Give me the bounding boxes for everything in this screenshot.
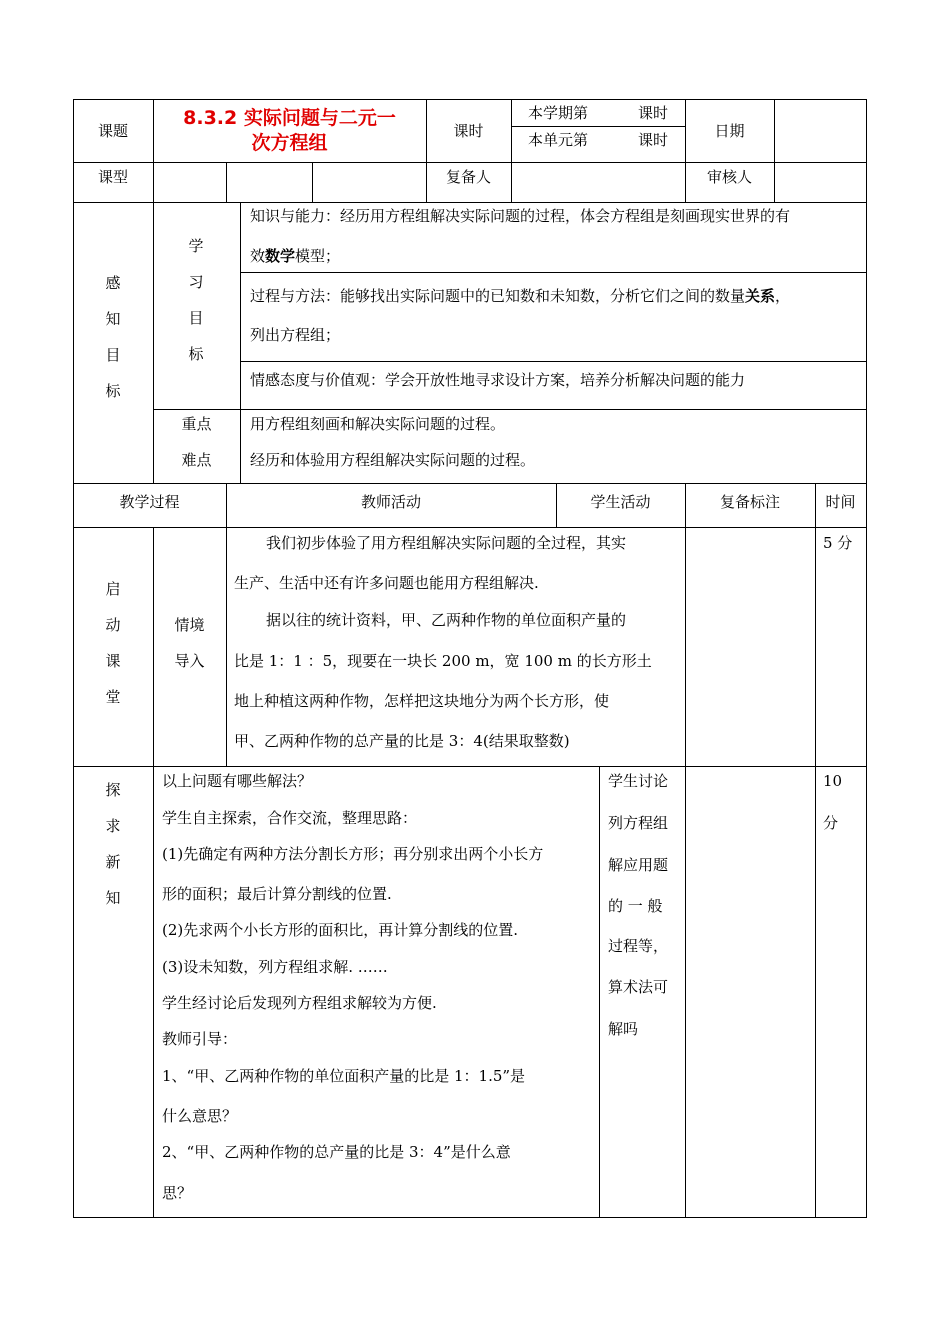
paragraph-line: 生产、生活中还有许多问题也能用方程组解决. xyxy=(234,574,539,592)
paragraph-line: 我们初步体验了用方程组解决实际问题的全过程，其实 xyxy=(266,534,627,552)
paragraph-line: 1、“甲、乙两种作物的单位面积产量的比是 1：1.5”是 xyxy=(162,1067,526,1085)
student-line: 解吗 xyxy=(608,1020,639,1038)
student-line: 学生讨论 xyxy=(608,772,669,790)
paragraph-line: 学生自主探索，合作交流，整理思路： xyxy=(162,809,418,827)
paragraph-line: (2)先求两个小长方形的面积比，再计算分割线的位置. xyxy=(162,921,519,939)
paragraph-line: 教师引导： xyxy=(162,1030,238,1048)
explore-time-value: 10 xyxy=(823,772,843,790)
key-label: 重点 xyxy=(181,415,212,433)
difficulty-text: 经历和体验用方程组解决实际问题的过程。 xyxy=(250,451,536,469)
paragraph-line: 比是 1：1 ：5，现要在一块长 200 m，宽 100 m 的长方形土 xyxy=(234,652,652,670)
student-header: 学生活动 xyxy=(590,493,651,511)
paragraph-line: 据以往的统计资料，甲、乙两种作物的单位面积产量的 xyxy=(266,611,627,629)
paragraph-line: (3)设未知数，列方程组求解. …… xyxy=(162,958,388,976)
intro-label: 导入 xyxy=(174,652,205,670)
time-header: 时间 xyxy=(825,493,856,511)
student-line: 过程等， xyxy=(608,937,669,955)
period-label: 课时 xyxy=(453,122,484,140)
topic-label: 课题 xyxy=(97,122,128,140)
key-text: 用方程组刻画和解决实际问题的过程。 xyxy=(250,415,506,433)
student-line: 的 一 般 xyxy=(608,897,663,915)
type-label: 课型 xyxy=(97,168,128,186)
goal-process-line2: 列出方程组； xyxy=(250,326,341,344)
explore-time-unit: 分 xyxy=(823,814,839,832)
teacher-header: 教师活动 xyxy=(360,493,421,511)
paragraph-line: 以上问题有哪些解法？ xyxy=(162,772,313,790)
paragraph-line: (1)先确定有两种方法分割长方形；再分别求出两个小长方 xyxy=(162,845,544,863)
unit-unit: 课时 xyxy=(638,131,669,149)
goal-process-line1: 过程与方法：能够找出实际问题中的已知数和未知数，分析它们之间的数量关系， xyxy=(250,287,791,305)
topic-title-line1: 8.3.2 实际问题与二元一 xyxy=(183,107,396,129)
reviewer-label: 审核人 xyxy=(706,168,752,186)
unit-label: 本单元第 xyxy=(528,131,589,149)
goal-knowledge-line2: 效数学模型； xyxy=(250,247,341,265)
paragraph-line: 什么意思？ xyxy=(162,1107,238,1125)
process-header: 教学过程 xyxy=(119,493,180,511)
difficulty-label: 难点 xyxy=(181,451,212,469)
topic-title-line2: 次方程组 xyxy=(251,132,328,154)
goal-attitude: 情感态度与价值观：学会开放性地寻求设计方案，培养分析解决问题的能力 xyxy=(250,371,746,389)
paragraph-line: 学生经讨论后发现列方程组求解较为方便. xyxy=(162,994,437,1012)
paragraph-line: 地上种植这两种作物，怎样把这块地分为两个长方形，使 xyxy=(234,692,610,710)
date-label: 日期 xyxy=(714,122,745,140)
goal-knowledge-line1: 知识与能力：经历用方程组解决实际问题的过程，体会方程组是刻画现实世界的有 xyxy=(250,207,791,225)
prep-note-header: 复备标注 xyxy=(719,493,780,511)
prep-label: 复备人 xyxy=(446,168,492,186)
student-line: 解应用题 xyxy=(608,856,669,874)
paragraph-line: 2、“甲、乙两种作物的总产量的比是 3：4”是什么意 xyxy=(162,1143,511,1161)
semester-unit: 课时 xyxy=(638,104,669,122)
student-line: 算术法可 xyxy=(608,978,669,996)
paragraph-line: 形的面积；最后计算分割线的位置. xyxy=(162,885,392,903)
paragraph-line: 思？ xyxy=(162,1184,193,1202)
student-line: 列方程组 xyxy=(608,814,669,832)
situation-label: 情境 xyxy=(174,616,205,634)
paragraph-line: 甲、乙两种作物的总产量的比是 3：4(结果取整数) xyxy=(234,732,570,750)
semester-label: 本学期第 xyxy=(528,104,589,122)
start-time: 5 分 xyxy=(823,534,853,552)
